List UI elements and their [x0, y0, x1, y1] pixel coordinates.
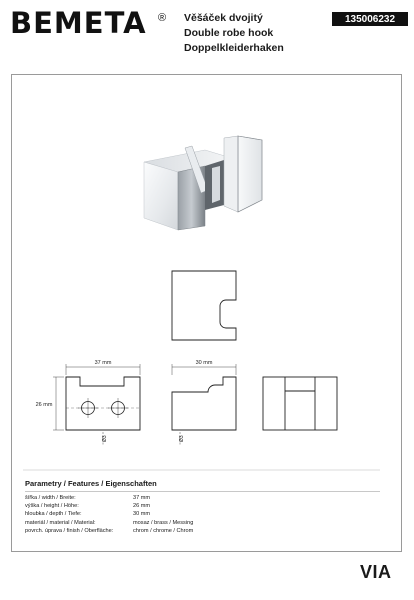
parameters-rule	[25, 491, 380, 492]
param-value: 26 mm	[133, 503, 151, 510]
registered-mark: ®	[158, 12, 167, 24]
param-label: materiál / material / Material:	[25, 519, 96, 526]
depth-dimension-label: 30 mm	[195, 360, 213, 366]
param-label: šířka / width / Breite:	[25, 495, 76, 501]
front-view-drawing	[53, 364, 140, 446]
parameters-table	[25, 494, 193, 535]
height-dimension-label: 26 mm	[35, 402, 53, 408]
parameters-heading: Parametry / Features / Eigenschaften	[25, 479, 157, 488]
param-row-height	[25, 502, 193, 510]
param-label: výška / height / Höhe:	[25, 503, 79, 510]
param-value: mosaz / brass / Messing	[133, 519, 194, 526]
top-view-drawing	[172, 271, 236, 340]
front-screw-label: Ø3	[102, 435, 108, 442]
side-view-drawing	[172, 364, 236, 446]
product-code-badge: 135006232	[332, 12, 408, 26]
param-value: 30 mm	[133, 511, 151, 518]
title-english: Double robe hook	[184, 27, 274, 39]
param-row-width	[25, 494, 193, 502]
title-german: Doppelkleiderhaken	[184, 42, 284, 54]
product-render	[144, 136, 262, 230]
param-label: povrch. úprava / finish / Oberfläche:	[25, 527, 114, 534]
collection-name: VIA	[360, 562, 392, 582]
param-row-depth	[25, 510, 193, 518]
title-czech: Věšáček dvojitý	[184, 12, 263, 24]
width-dimension-label: 37 mm	[94, 360, 112, 366]
param-value: 37 mm	[133, 495, 151, 501]
back-view-drawing	[263, 377, 337, 430]
param-row-finish	[25, 527, 193, 535]
param-value: chrom / chrome / Chrom	[133, 527, 194, 534]
brand-logo: BEMETA	[10, 6, 147, 40]
side-screw-label: Ø3	[179, 435, 185, 442]
param-label: hloubka / depth / Tiefe:	[25, 511, 82, 518]
param-row-material	[25, 519, 193, 527]
